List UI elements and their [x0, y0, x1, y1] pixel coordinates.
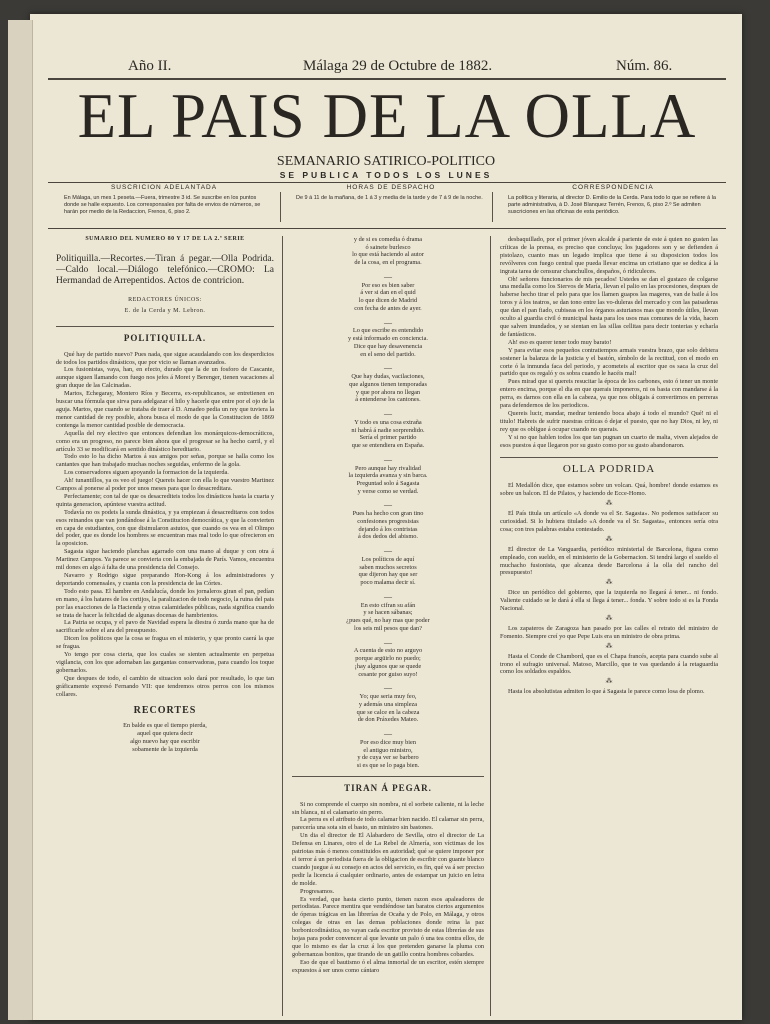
- stanza-separator: —: [384, 637, 392, 647]
- verse-stanza: [292, 465, 484, 496]
- verse-line: En balde es que el tiempo pierda,: [123, 722, 207, 730]
- verse-line: Dice que hay desavenencia: [353, 342, 423, 350]
- verse-line: y que por ahora no llegan: [355, 388, 421, 396]
- politiquilla-article: [56, 351, 274, 699]
- column-left: [56, 236, 274, 1016]
- editors-names: E. de la Cerda y M. Lebron.: [124, 307, 206, 314]
- verse-stanza: [292, 693, 484, 724]
- office-hours-box: [296, 184, 486, 226]
- stanza-separator: —: [384, 729, 392, 738]
- article-paragraph: Martos, Echegaray, Montero Ríos y Becerra, ex-republicanos, se entretienen en buscar una fórmula que sirva para adelgazar el hilo y hacerle que entre por el ojo de la aguja. Martos, que cuando se trataba de traer á D. Amadeo pedia un rey que tuviera la menor cantidad de rey posible, ahora busca el modo de que la Constitucion de 1869 contenga la menor cantidad posible de democracia.: [56, 390, 274, 429]
- olla-item: El director de La Vanguardia, periódico ministerial de Barcelona, figura como empleado, con sueldo, en el ministerio de la Gobernacion. Si tendrá largo el sueldo el muchacho fusionista, que alcanza desde Barcelona á la olla del rancho del presupuesto!: [500, 545, 718, 577]
- divider: [48, 228, 726, 229]
- olla-item: El Medallón dice, que estamos sobre un volcan. Quá, hombre! donde estamos es sobre un balcon. El de Pilatos, y haciendo de Ecce-Homo.: [500, 482, 718, 498]
- verse-line: la izquierda avanza y sin barca.: [348, 472, 428, 480]
- olla-item: Hasta los absolutistas admiten lo que á Sagasta le parece como losa de plomo.: [508, 688, 705, 696]
- stanza-separator: —: [384, 591, 392, 601]
- editors-label: REDACTORES ÚNICOS:: [128, 296, 202, 303]
- correspondence-box: [508, 184, 718, 226]
- column-right: [500, 236, 718, 1016]
- asterism-separator: ⁂: [605, 677, 613, 686]
- verse-line: con fecha de antes de ayer.: [354, 304, 422, 312]
- verse-line: algo nuevo hay que escribir: [130, 737, 200, 745]
- verse-stanza: [292, 647, 484, 678]
- olla-podrida-items: [500, 482, 718, 696]
- issue-date: Málaga 29 de Octubre de 1882.: [303, 58, 493, 74]
- article-paragraph: Perfectamente; con tal de que os desacrediteis todos los dinásticos hasta la cuarta y quinta generacion, apúntese vuestra actitud.: [56, 492, 274, 508]
- summary-text: Politiquilla.—Recortes.—Tiran á pegar.—Olla Podrida.—Caldo local.—Diálogo telefónico.—CROMO: La Hermandad de Arrepentidos. Actos de contricion.: [56, 253, 274, 286]
- verse-line: lo que dicen de Madrid: [358, 297, 418, 305]
- column-rule: [492, 192, 493, 222]
- article-paragraph: Es verdad, que hasta cierto punto, tienen razon esos apaleadores de periodistas. Parece mentira que vendiéndose tan baratos ciertos argumentos de óperas trágicas en las librerías de Ocaña y de Polo, en Málaga, y otros colegas de otras en las demas poblaciones donde reina la paz borbonicodinástica, no vayan cada escritor provisto de estas librerías de sus hojas para poder convencer al que levante un palo ó una tea contra ellos, de que lo mismo es dar la cruz á los que pretenden ganarse la pluma con gobernanzas bonitos, que tirando de un gatillo contra hombres cobardes.: [292, 895, 484, 958]
- verse-line: de don Práxedes Mateo.: [357, 716, 419, 724]
- stanza-separator: —: [384, 363, 392, 373]
- verse-line: Por eso dice muy bien: [360, 738, 416, 746]
- verse-line: lo que está haciendo al autor: [352, 251, 424, 259]
- stanza-separator: —: [384, 546, 392, 556]
- verse-line: Pues ha hecho con gran tino: [352, 510, 424, 518]
- verse-line: ó sainete burlesco: [365, 243, 411, 251]
- issue-number: Núm. 86.: [616, 58, 673, 74]
- article-paragraph: Y si no que hablen todos los que tan pugnan un cuarto de malta, viven alejados de esos puestos á que llegaron por su gusto como por su gusto abandonaron.: [500, 433, 718, 449]
- article-paragraph: Quereis lucir, mandar, medrar teniendo boca abajo á todo el mundo? Qué! ni el titulo! Habreis de sufrir nuestras críticas ó dejar el puesto, que no hay Dios, ni ley, ni rey que os obligue á ocupar cuando no querais.: [500, 409, 718, 433]
- verse-line: Preguntad solo á Sagasta: [356, 480, 420, 487]
- verse-line: á dos dedos del abismo.: [358, 533, 418, 541]
- verse-line: y además una simpleza: [358, 700, 418, 708]
- article-paragraph: Oh! señores funcionarios de mis pecados! Ustedes se dan el gustazo de colgarse una medalla como los Siervos de María, llevan el palio en las procesiones, despues de haberse hecho tirar el pelo para que los llamen guapos las mageres, van de baile á los toros y á los teatros, se dan tono entre las vo-duleras del mercado y con las paisaderas que dan el pan fiado, cubiseas en los órganos asturianos mas que mondo útiles, llevan oculto al guardia civil ó municipal hasta para los usos mas comunes de la vida, hacen que salven inundados, y se sientan en las sillas cellitas para decir tonterias y echarla de fantásticos.: [500, 275, 718, 338]
- recortes-heading: RECORTES: [133, 704, 197, 716]
- verse-line: de la cosa, en el programa.: [354, 259, 422, 267]
- column-rule: [490, 236, 491, 1016]
- article-paragraph: Sagasta sigue haciendo planchas agarrado con una mano al duque y con otra á Martinez Campos. Ya parece se convierta con la embajada de París. Vamos, encuentra mil dones en algo á falta de una presidencia del Consejo.: [56, 548, 274, 572]
- article-paragraph: desbaquillado, por el primer jóven alcalde á pariente de este á quien no gusten las críticas de la prensa, es preciso que concluya; los jugadores son y se defienden á pistolazo, cuanto mas un legado implica que tiene á su disposicion todos los revólveres con fuego central que pueda llevar encima un cristiano que se dedica á la ingrata tarea de censurar chanchullos, despaños, ó ridiculeces.: [500, 236, 718, 275]
- correspondence-text: La política y literaria, al director D. Emilio de la Cerda. Para todo lo que se refiere á la parte administrativa, á D. José Blanquez Terrén, Frenos, 6, piso 2.º Se admiten suscriciones en las oficinas de esta periódico.: [508, 195, 716, 215]
- verse-stanza: [292, 556, 484, 587]
- divider: [48, 182, 726, 183]
- verse-stanza: [292, 739, 484, 770]
- verse-line: el antiguo ministro,: [363, 746, 413, 754]
- politiquilla-heading: POLITIQUILLA.: [123, 332, 207, 343]
- article-paragraph: La Patria se ocupa, y el pavo de Navidad espera la diestra ó zurda mano que ha de sacrificarle sobre el ara del presupuesto.: [56, 619, 274, 635]
- newspaper-page: [30, 14, 742, 1020]
- olla-item: Los zapateros de Zaragoza han pasado por las calles el retrato del ministro de Fomento. Siempre creí yo que Pepe Luis era un ministro de obra prima.: [500, 624, 718, 640]
- article-paragraph: Todo esto pasa. El hambre en Andalucía, donde los jornaleros giran el pan, pedían en mano, á los hatares de los cortijos, la paralizacion de todo negocio, la ruina del pais por las exacciones de la Hacienda y otras calamidades públicas, nada significa cuando se trata de hacer la felicidad de algunas docenas de hambrientos.: [56, 587, 274, 619]
- article-paragraph: Los fusionistas, vaya, han, en efecto, durado que la de un fosforo de Cascante, aunque siguen llamando con fuego nos jefes á Moret y Berenger, tienen vacaciones al gran duque de las Calcinadas.: [56, 366, 274, 390]
- issue-bar: [48, 54, 726, 80]
- verse-stanza: [292, 282, 484, 313]
- article-paragraph: Progresamos.: [300, 887, 335, 895]
- asterism-separator: ⁂: [605, 641, 613, 650]
- article-paragraph: Y para evitar esos pequeños contratiempos armais vuestra brazo, que solo debiera sostener la balanza de la justicia y el bastón, símbolo de la rectitud, con el modo en corte ó la inmunda faca del periodo, y acometeis al escritor que os saca la cruz del partido que os regaló y os sobra cuando le hacéis mal!: [500, 346, 718, 378]
- olla-podrida-heading: OLLA PODRIDA: [562, 463, 656, 476]
- article-paragraph: Eso de que el bautismo ó el alma inmortal de un escritor, estén siempre expuestos á ser unos como cántaro: [292, 958, 484, 974]
- olla-item: Hasta el Conde de Chambord, que es el Chapa francés, acepta para cuando sube al trono el sufragio universal. Matoso, Marcillo, que te vas quedando á la retaguardia como los soldados espaldos.: [500, 652, 718, 676]
- verse-line: y verse como se verdad.: [357, 487, 419, 495]
- asterism-separator: ⁂: [605, 613, 613, 622]
- verse-line: que se calce en la cabeza: [356, 708, 420, 716]
- article-paragraph: Yo tengo por cosa cierta, que los cuales se sienten actualmente en perpetua vigilancia, con los que adornaban las gargantas conservadoras, para cuando los toque gobernarlos.: [56, 651, 274, 674]
- verse-stanza: [292, 510, 484, 541]
- stanza-separator: —: [384, 454, 392, 464]
- correspondence-heading: CORRESPONDENCIA: [572, 184, 654, 191]
- verse-line: en el seno del partido.: [360, 350, 416, 358]
- verse-line: Que hay dudas, vacilaciones,: [351, 373, 425, 381]
- verse-stanza: [292, 602, 484, 633]
- verse-line: que se entendiera en España.: [351, 441, 425, 449]
- verse-line: poco malama decir sí.: [360, 579, 416, 587]
- stanza-separator: —: [384, 317, 392, 327]
- article-paragraph: Los conservadores siguen apoyando la formacion de la izquierda.: [64, 469, 229, 477]
- verse-line: sobamente de la izquierda: [132, 745, 198, 753]
- asterism-separator: ⁂: [605, 578, 613, 587]
- article-paragraph: Todo esto lo ha dicho Martos á sus amigos por señas, porque se halla como los cantantes que han trabajado muchas noches seguidas, enfermo de la gola.: [56, 453, 274, 469]
- tiran-article: [292, 801, 484, 975]
- verse-line: si es que se lo paga bien.: [356, 762, 420, 770]
- asterism-separator: ⁂: [605, 534, 613, 543]
- verse-line: y se hacen sábanas;: [363, 609, 413, 617]
- verse-line: Los políticos de aquí: [361, 556, 415, 564]
- office-hours-heading: HORAS DE DESPACHO: [346, 184, 436, 191]
- verse-line: los seis mil pesos que dan?: [353, 624, 423, 632]
- column-middle: [292, 236, 484, 1016]
- verse-line: ¡hay algunos que se quede: [354, 662, 422, 670]
- divider: [48, 78, 726, 80]
- column-rule: [282, 236, 283, 1016]
- verse-line: cesante por guiso suyo!: [358, 670, 418, 678]
- olla-item: El País titula un artículo «A donde va el Sr. Sagasta». No podemos satisfacer su curiosidad. Si lo hubiera titulado «A donde va el Sr. Sagasta», entonces sería otra cosa; con tres palabras estaba contestado.: [500, 510, 718, 533]
- article-paragraph: Aquella del rey electivo que entonces defendian los monárquicos-democráticos, como era un progreso, no parece bien ahora que el progresar se ha hecho carril, y el artículo 33 se modificará en sentido dinástico hereditario.: [56, 429, 274, 453]
- verse-stanza: [292, 327, 484, 358]
- office-hours-text: De 9 á 11 de la mañana, de 1 á 3 y media de la tarde y de 7 á 9 de la noche.: [296, 195, 483, 201]
- recortes-verse: [56, 722, 274, 753]
- article-paragraph: Ah! eso es querer tener todo muy barato!: [508, 338, 612, 346]
- article-paragraph: Pues mirad que si quereis resucitar la época de los carbones, esto ó tener un monte entero encima, porque el dia en que querais imponeros, ni os basta con mandarse á la perra, es darnos con ella en la cabeza, ya que nos obligais á convertirnos en perreras para defendernos de los periodicos.: [500, 378, 718, 410]
- continued-article: [500, 236, 718, 449]
- stanza-separator: —: [384, 500, 392, 510]
- article-paragraph: Todavía no os podeis la sunda dinástica, y ya empiezan á desacreditaros con todos esos reinandos que van jondándose á la Constitucion democrática, y que la convierten en capa de estudiantes, con que disimularon astutos, que cuando os vea en el Olimpo del poder, que es donde los hombres se encuentran mas mal todo lo que ofrecieron en la oposicion.: [56, 508, 274, 548]
- publication-frequency: SE PUBLICA TODOS LOS LUNES: [279, 170, 493, 180]
- verse-line: En esto cifran su afán: [360, 601, 416, 609]
- verse-line: á ver si dan en el quid: [360, 289, 416, 297]
- column-rule: [280, 192, 281, 222]
- article-paragraph: Dicen los políticos que la cosa se fragua en el misterio, y que pronto caerá la que se fragua.: [56, 635, 274, 651]
- verse-line: Por eso es bien saber: [361, 281, 415, 289]
- verse-line: ¿pues qué, no hay mas que poder: [346, 617, 430, 625]
- verse-poem: [292, 236, 484, 770]
- verse-stanza: [292, 419, 484, 450]
- article-paragraph: Ah! tunantillos, ya os veo el juego! Quereis hacer con ella lo que vuestro Martinez Campos al ponerse al poder por unos meses para que lo desacreditara.: [56, 477, 274, 493]
- stanza-separator: —: [384, 271, 392, 281]
- verse-line: porque argüirlo no puedo;: [355, 655, 421, 663]
- verse-line: Pero aunque hay rivalidad: [355, 464, 421, 472]
- summary-title: SUMARIO DEL NÚMERO 80 Y 17 DE LA 2.ª SERIE: [85, 236, 245, 242]
- verse-line: dejando á los contristas: [358, 525, 418, 533]
- article-paragraph: La perra es el atributo de todo calamar bien nacido. El calamar sin perra, parecería una sota sin el basto, un ministro sin bastones.: [292, 816, 484, 832]
- verse-line: y está informado en conciencia.: [348, 335, 428, 343]
- verse-line: saben muchos secretos: [359, 563, 417, 571]
- verse-line: ni habrá á nadie sorprendido.: [351, 426, 425, 434]
- asterism-separator: ⁂: [605, 499, 613, 508]
- verse-line: aquel que quiera decir: [137, 730, 193, 738]
- subscription-heading: SUSCRICION ADELANTADA: [110, 184, 218, 191]
- verse-line: A cuenta de esto no arguyo: [353, 647, 423, 655]
- verse-line: Y todo es una cosa extraña: [354, 418, 422, 426]
- verse-stanza: [292, 373, 484, 404]
- verse-line: Sería el primer partido: [359, 434, 417, 442]
- issue-year: Año II.: [128, 58, 172, 74]
- article-paragraph: Un dia el director de El Alabardero de Sevilla, otro el director de La Defensa en Linares, otro el de La Rebel de Almería, son víctimas de los patriotas más ó menos constituidos en autoridad; qué se quiere imponer por el terror á un periodista fuera de la obligacion de escribir con guante blanco cuando juegue á su consejo en actos del servicio, es fin, qué va á ser preciso pedir la licencia á cualquier ordinario, antes de estampar un juicio en letra de molde.: [292, 832, 484, 887]
- verse-line: á entenderse los cantones.: [355, 396, 421, 404]
- verse-stanza: [292, 236, 484, 267]
- verse-line: Yo; que seria muy feo,: [359, 693, 417, 701]
- article-paragraph: Qué hay de partido nuevo? Pues nada, que sigue acaudalando con los desperdicios de todos los partidos dinásticos, que por vicio se llaman avanzados.: [56, 350, 274, 366]
- verse-line: y de si es comedia ó drama: [353, 236, 423, 243]
- stanza-separator: —: [384, 683, 392, 693]
- masthead-title: EL PAIS DE LA OLLA: [77, 81, 697, 151]
- article-paragraph: Si no comprende el cuerpo sin nombra, ni el sorbete caliente, ni la leche sin blanca, ni el calamario sin perro.: [292, 800, 484, 816]
- verse-line: y de cuya ver se barbero: [357, 754, 419, 762]
- subscription-box: [64, 184, 264, 226]
- subscription-text: En Málaga, un mes 1 peseta.—Fuera, trimestre 3 id. Se suscribe en los puntos donde se halle expuesto. Los corresponsales por falta de envios de números, se harán por medio de la Redaccion, Frenos, 6, piso 2.: [64, 195, 261, 215]
- verse-line: que dijeron hay que ser: [358, 571, 418, 579]
- article-paragraph: Que despues de todo, el cambio de situacion solo dará por resultado, lo que tan gráficamente expresó Fernando VII: que tendremos otros perros con los mismos collares.: [56, 674, 274, 698]
- verse-line: Lo que escribe es entendido: [352, 327, 424, 335]
- verse-line: confesiones progresistas: [357, 518, 419, 526]
- olla-item: Dice un periódico del gobierno, que la izquierda no llegará á tener... ni fondo. Valiente cuidado se le dará á ella si llega á tener... fonda. Y sobre todo si es la Fonda Nacional.: [500, 589, 718, 613]
- masthead-subtitle: SEMANARIO SATIRICO-POLITICO: [276, 154, 496, 169]
- stanza-separator: —: [384, 408, 392, 418]
- article-paragraph: Navarro y Rodrigo sigue preparando Hon-Kong á los administradores y deportando comensales, y cuanta con la presidencia de las Córtes.: [56, 572, 274, 587]
- tiran-heading: TIRAN Á PEGAR.: [344, 782, 432, 793]
- verse-line: que algunos tienen temporadas: [349, 380, 427, 388]
